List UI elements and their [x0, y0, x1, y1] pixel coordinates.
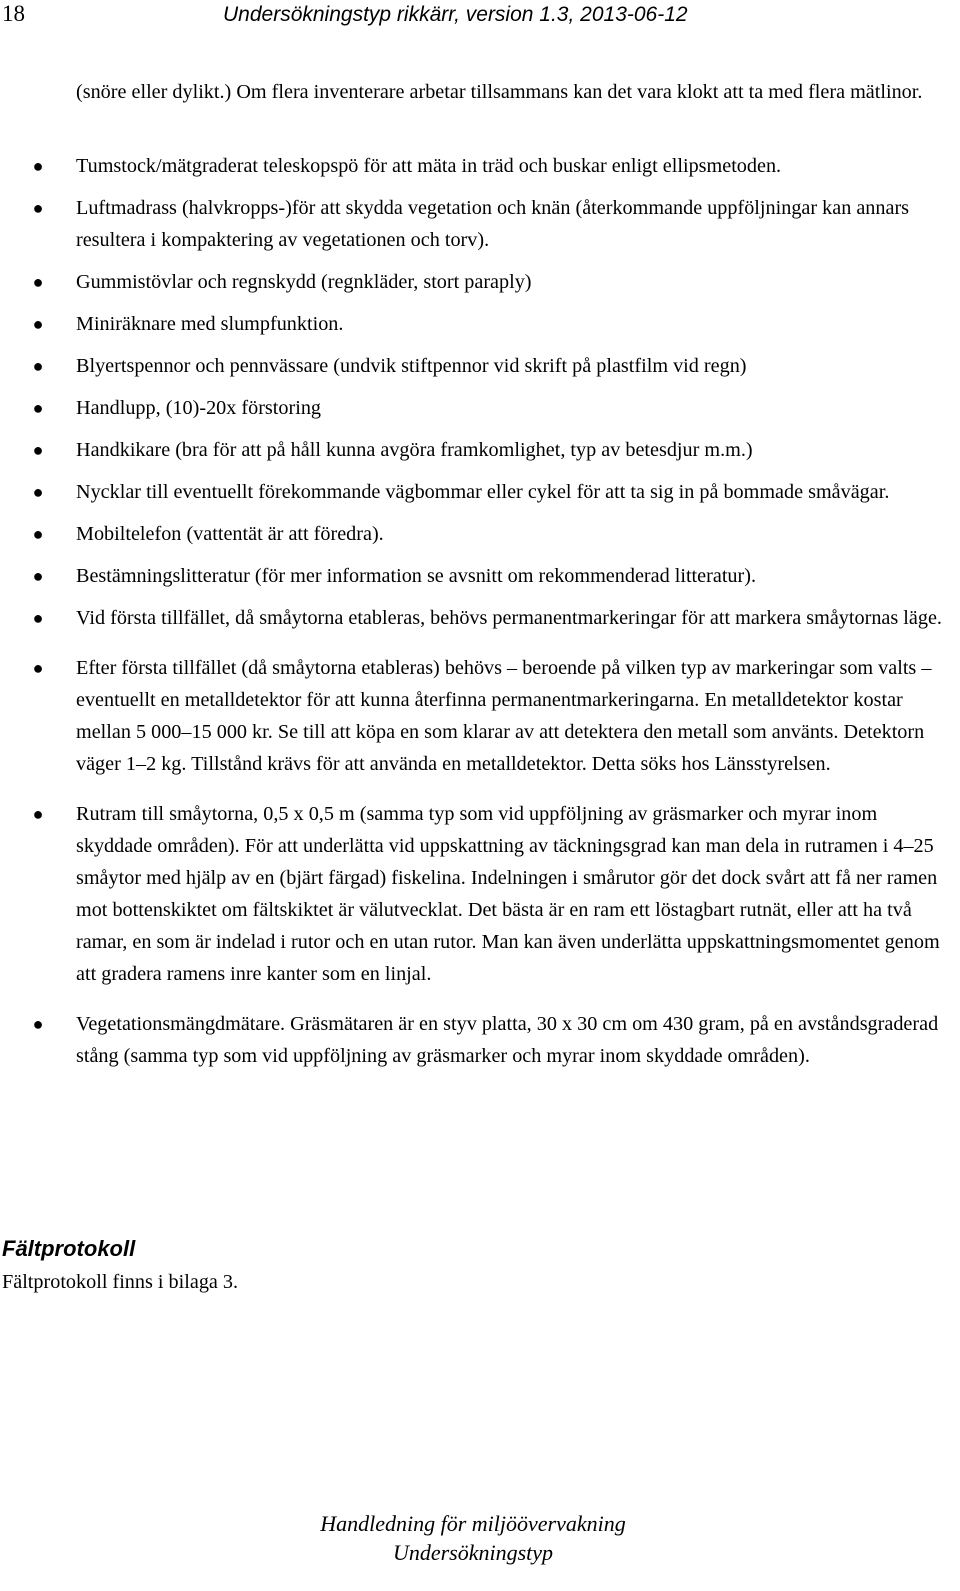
list-item-text: Handkikare (bra för att på håll kunna avgöra framkomlighet, typ av betesdjur m.m.): [76, 439, 753, 461]
list-item: [0, 150, 958, 182]
bullet-icon: ●: [32, 608, 44, 628]
list-item: [0, 476, 958, 508]
list-item: [0, 266, 958, 298]
bullet-icon: ●: [32, 440, 44, 460]
bullet-icon: ●: [32, 524, 44, 544]
bullet-icon: ●: [32, 356, 44, 376]
bullet-icon: ●: [32, 658, 44, 678]
list-item-text: Vegetationsmängdmätare. Gräsmätaren är en styv platta, 30 x 30 cm om 430 gram, på en avståndsgraderad stång (samma typ som vid uppföljning av gräsmarker och myrar inom skyddade områden).: [76, 1013, 939, 1067]
bullet-icon: ●: [32, 272, 44, 292]
list-item: [0, 652, 958, 780]
list-item-text: Blyertspennor och pennvässare (undvik stiftpennor vid skrift på plastfilm vid regn): [76, 355, 747, 377]
list-item-text: Tumstock/mätgraderat teleskopspö för att mäta in träd och buskar enligt ellipsmetoden.: [76, 155, 782, 177]
section-body: Fältprotokoll finns i bilaga 3.: [2, 1271, 239, 1293]
bullet-icon: ●: [32, 156, 44, 176]
list-item-text: Miniräknare med slumpfunktion.: [76, 313, 344, 335]
list-item-text: Efter första tillfället (då småytorna etableras) behövs – beroende på vilken typ av markeringar som valts – eventuellt en metalldetektor för att kunna återfinna permanentmarkeringarna. En metalldetektor kostar mellan 5 000–15 000 kr. Se till att köpa en som klarar av att detektera den metall som använts. Detektorn väger 1–2 kg. Tillstånd krävs för att använda en metalldetektor. Detta söks hos Länsstyrelsen.: [76, 657, 932, 775]
bullet-icon: ●: [32, 482, 44, 502]
list-item-text: Gummistövlar och regnskydd (regnkläder, stort paraply): [76, 271, 532, 293]
list-item-text: Vid första tillfället, då småytorna etableras, behövs permanentmarkeringar för att markera småytornas läge.: [76, 607, 942, 629]
list-item: [0, 798, 958, 990]
list-item: [0, 308, 958, 340]
list-item: [0, 518, 958, 550]
list-item-text: Handlupp, (10)-20x förstoring: [76, 397, 322, 419]
running-header: Undersökningstyp rikkärr, version 1.3, 2013-06-12: [223, 3, 688, 26]
section-heading: Fältprotokoll: [2, 1236, 136, 1261]
bullet-icon: ●: [32, 566, 44, 586]
list-item: [0, 560, 958, 592]
page-number: 18: [2, 1, 25, 26]
list-item: [0, 192, 958, 256]
list-item-text: Mobiltelefon (vattentät är att föredra).: [76, 523, 384, 545]
footer-line-1: Handledning för miljöövervakning: [320, 1511, 626, 1536]
list-item-text: Nycklar till eventuellt förekommande vägbommar eller cykel för att ta sig in på bommade småvägar.: [76, 481, 890, 503]
list-item-text: Rutram till småytorna, 0,5 x 0,5 m (samma typ som vid uppföljning av gräsmarker och myrar inom skyddade områden). För att underlätta vid uppskattning av täckningsgrad kan man dela in rutramen i 4–25 småytor med hjälp av en (bjärt färgad) fiskelina. Indelningen i smårutor gör det dock svårt att få ner ramen mot bottenskiktet om fältskiktet är välutvecklat. Det bästa är en ram ett löstagbart rutnät, eller att ha två ramar, en som är indelad i rutor och en utan rutor. Man kan även underlätta uppskattningsmomentet genom att gradera ramens inre kanter som en linjal.: [76, 803, 940, 985]
list-item: [0, 392, 958, 424]
list-item-text: Luftmadrass (halvkropps-)för att skydda vegetation och knän (återkommande uppföljningar kan annars resultera i kompaktering av vegetationen och torv).: [76, 197, 910, 251]
list-item-text: Bestämningslitteratur (för mer information se avsnitt om rekommenderad litteratur).: [76, 565, 757, 587]
bullet-icon: ●: [32, 1014, 44, 1034]
list-item: [0, 350, 958, 382]
list-item: [0, 602, 958, 634]
footer-line-2: Undersökningstyp: [392, 1540, 554, 1565]
bullet-icon: ●: [32, 198, 44, 218]
list-item: [0, 434, 958, 466]
list-item: [0, 1008, 958, 1072]
equipment-list: [0, 150, 958, 1082]
bullet-icon: ●: [32, 804, 44, 824]
bullet-icon: ●: [32, 398, 44, 418]
continuation-paragraph: (snöre eller dylikt.) Om flera inventerare arbetar tillsammans kan det vara klokt att ta med flera mätlinor.: [76, 81, 923, 103]
bullet-icon: ●: [32, 314, 44, 334]
